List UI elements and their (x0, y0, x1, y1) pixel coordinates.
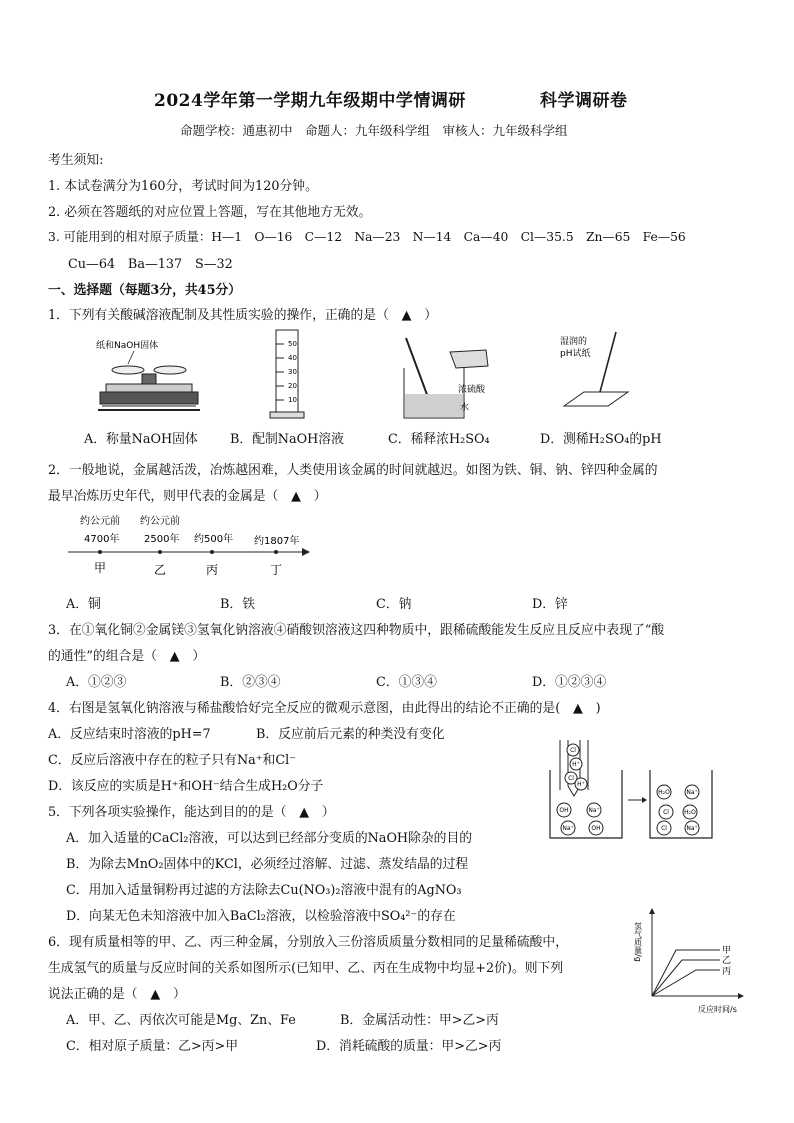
particle: Cl (661, 825, 667, 832)
option-a: A．甲、乙、丙依次可能是Mg、Zn、Fe (66, 1013, 296, 1028)
hydrogen-graph (633, 906, 748, 1016)
particle: Cl (663, 809, 669, 816)
section-heading: 一、选择题（每题3分，共45分） (48, 283, 242, 298)
cylinder-mark: 40 (288, 354, 297, 362)
dilution-figure (398, 338, 508, 424)
option-d: D．测稀H₂SO₄的pH (540, 432, 662, 447)
option-b: B．②③④ (220, 675, 281, 690)
particle: Na⁺ (686, 789, 698, 796)
option-a: A．加入适量的CaCl₂溶液，可以达到已经部分变质的NaOH除杂的目的 (66, 831, 473, 846)
option-b: B．反应前后元素的种类没有变化 (256, 727, 445, 742)
cylinder-mark: 50 (288, 340, 297, 348)
timeline-date: 2500年 (144, 534, 180, 545)
series-label: 丙 (722, 967, 732, 977)
graph-ylabel: 氢气质量/g (633, 922, 643, 962)
ph-label: 湿润的 (560, 337, 588, 347)
cylinder-mark: 10 (288, 396, 297, 404)
timeline-top: 约公元前 (140, 516, 180, 527)
timeline-name: 丙 (206, 563, 219, 577)
timeline-date: 4700年 (84, 534, 120, 545)
option-b: B．配制NaOH溶液 (230, 432, 344, 447)
question-5-stem: 5．下列各项实验操作，能达到目的的是（ ▲ ） (48, 805, 335, 820)
timeline-name: 乙 (154, 563, 167, 577)
option-c: C．用加入适量铜粉再过滤的方法除去Cu(NO₃)₂溶液中混有的AgNO₃ (66, 883, 462, 898)
acid-label: 浓硫酸 (458, 385, 486, 395)
water-label: 水 (460, 403, 470, 413)
question-6-stem: 说法正确的是（ ▲ ） (48, 987, 186, 1002)
option-d: D．消耗硫酸的质量：甲>乙>丙 (316, 1039, 502, 1054)
balance-figure (94, 334, 204, 424)
option-d: D．锌 (532, 597, 568, 612)
timeline-name: 甲 (94, 561, 107, 575)
option-a: A．反应结束时溶液的pH=7 (48, 727, 211, 742)
ph-label: pH试纸 (560, 349, 591, 359)
question-6-stem: 生成氢气的质量与反应时间的关系如图所示(已知甲、乙、丙在生成物中均显+2价)。则下列 (48, 961, 564, 976)
particle: H⁺ (577, 781, 585, 788)
question-1-stem: 1．下列有关酸碱溶液配制及其性质实验的操作，正确的是（ ▲ ） (48, 308, 438, 323)
page-title: 2024学年第一学期九年级期中学情调研 (154, 91, 466, 111)
graph-xlabel: 反应时间/s (698, 1005, 737, 1014)
question-6-stem: 6．现有质量相等的甲、乙、丙三种金属，分别放入三份溶质质量分数相同的足量稀硫酸中， (48, 935, 569, 950)
option-d: D．向某无色未知溶液中加入BaCl₂溶液，以检验溶液中SO₄²⁻的存在 (66, 909, 456, 924)
series-label: 乙 (722, 956, 732, 966)
cylinder-mark: 20 (288, 382, 297, 390)
notice-item: 3. 可能用到的相对原子质量：H—1 O—16 C—12 Na—23 N—14 Ca—40 Cl—35.5 Zn—65 Fe—56 (48, 230, 686, 244)
option-a: A．①②③ (66, 675, 127, 690)
option-c: C．稀释浓H₂SO₄ (388, 432, 490, 447)
particle: Na⁺ (562, 825, 574, 832)
question-2-stem: 2．一般地说，金属越活泼，冶炼越困难，人类使用该金属的时间就越迟。如图为铁、铜、钠、锌四种金属的 (48, 463, 658, 478)
timeline-name: 丁 (270, 563, 283, 577)
question-2-stem: 最早冶炼历史年代，则甲代表的金属是（ ▲ ） (48, 489, 327, 504)
notice-item: Cu—64 Ba—137 S—32 (68, 257, 233, 272)
option-a: A．铜 (66, 597, 101, 612)
particle: H₂O (684, 809, 696, 816)
particle: OH (591, 825, 601, 832)
timeline-top: 约公元前 (80, 516, 120, 527)
option-c: C．相对原子质量：乙>丙>甲 (66, 1039, 239, 1054)
option-b: B．金属活动性：甲>乙>丙 (340, 1013, 499, 1028)
particle: Cl (568, 775, 574, 782)
cylinder-figure (262, 326, 312, 426)
notice-item: 1. 本试卷满分为160分，考试时间为120分钟。 (48, 179, 318, 194)
option-c: C．反应后溶液中存在的粒子只有Na⁺和Cl⁻ (48, 753, 296, 768)
reaction-micro-figure (546, 740, 716, 842)
question-3-stem: 3．在①氧化铜②金属镁③氢氧化钠溶液④硝酸钡溶液这四种物质中，跟稀硫酸能发生反应且反应中表现了“酸 (48, 623, 665, 638)
option-b: B．铁 (220, 597, 255, 612)
cylinder-mark: 30 (288, 368, 297, 376)
subtitle: 命题学校：通惠初中 命题人：九年级科学组 审核人：九年级科学组 (180, 123, 568, 138)
notice-item: 2. 必须在答题纸的对应位置上答题，写在其他地方无效。 (48, 205, 372, 220)
particle: Cl (570, 747, 576, 754)
balance-label: 纸和NaOH固体 (96, 341, 159, 351)
option-a: A．称量NaOH固体 (84, 432, 198, 447)
timeline-date: 约500年 (194, 534, 234, 545)
notice-heading: 考生须知: (48, 153, 104, 168)
option-d: D．①②③④ (532, 675, 607, 690)
timeline-figure (62, 512, 322, 582)
ph-paper-figure (556, 330, 636, 410)
option-b: B．为除去MnO₂固体中的KCl，必须经过溶解、过滤、蒸发结晶的过程 (66, 857, 469, 872)
particle: H₂O (658, 789, 670, 796)
option-c: C．①③④ (376, 675, 437, 690)
option-c: C．钠 (376, 597, 412, 612)
particle: H⁺ (572, 761, 580, 768)
series-label: 甲 (722, 946, 732, 956)
particle: Na⁺ (588, 807, 600, 814)
timeline-date: 约1807年 (254, 536, 300, 547)
question-4-stem: 4．右图是氢氧化钠溶液与稀盐酸恰好完全反应的微观示意图，由此得出的结论不正确的是( ▲ ) (48, 701, 601, 716)
particle: OH (559, 807, 569, 814)
particle: Na⁺ (686, 825, 698, 832)
page-title-right: 科学调研卷 (540, 91, 628, 111)
question-3-stem: 的通性”的组合是（ ▲ ） (48, 649, 206, 664)
option-d: D．该反应的实质是H⁺和OH⁻结合生成H₂O分子 (48, 779, 324, 794)
